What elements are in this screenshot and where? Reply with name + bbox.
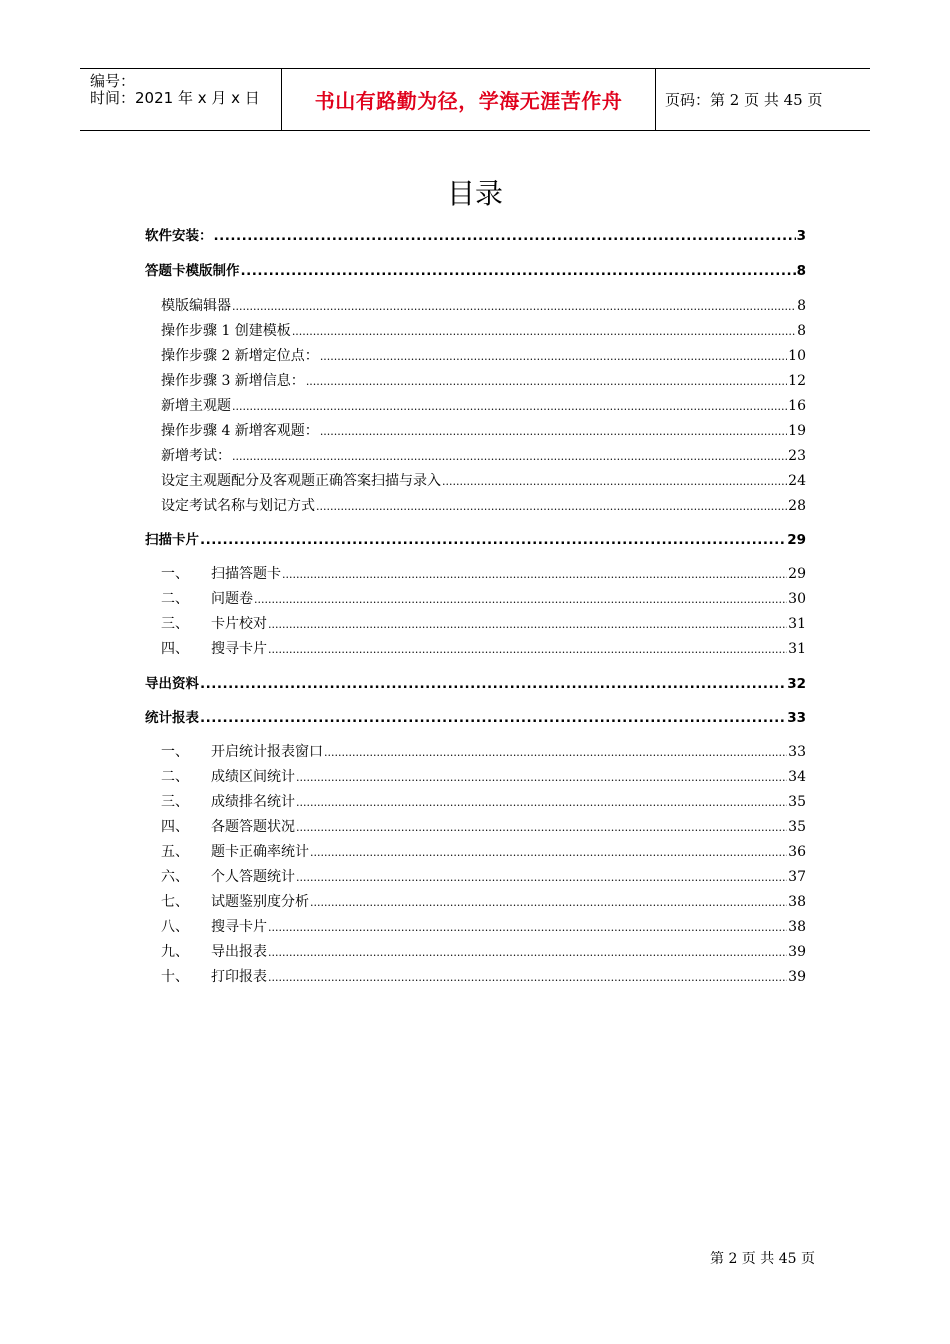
toc-entry-page: 30 — [788, 591, 806, 607]
toc-entry-title: 操作步骤 3 新增信息： — [161, 373, 305, 389]
toc-entry-page: 24 — [788, 473, 806, 489]
toc-leader-dots — [214, 226, 796, 246]
toc-entry[interactable] — [161, 346, 806, 366]
toc-entry-page: 33 — [788, 744, 806, 760]
toc-entry-page: 36 — [788, 844, 806, 860]
toc-entry-page: 38 — [788, 919, 806, 935]
toc-entry-title: 统计报表 — [145, 710, 199, 726]
toc-entry-page: 8 — [797, 298, 806, 314]
toc-entry-number: 一、 — [161, 744, 189, 760]
toc-leader-dots — [268, 917, 787, 938]
toc-entry[interactable] — [161, 296, 806, 316]
toc-entry-page: 39 — [788, 944, 806, 960]
toc-entry-page: 10 — [788, 348, 806, 364]
toc-entry[interactable] — [161, 639, 806, 659]
toc-entry-page: 28 — [788, 498, 806, 514]
toc-entry-number: 八、 — [161, 919, 189, 935]
toc-entry-title: 设定考试名称与划记方式 — [161, 498, 315, 514]
toc-entry-title: 个人答题统计 — [211, 869, 295, 885]
toc-entry-page: 8 — [797, 323, 806, 339]
toc-leader-dots — [282, 564, 787, 585]
toc-entry-page: 29 — [788, 566, 806, 582]
toc-leader-dots — [296, 767, 787, 788]
toc-entry-number: 三、 — [161, 794, 189, 810]
toc-entry-page: 38 — [788, 894, 806, 910]
toc-entry-number: 三、 — [161, 616, 189, 632]
toc-entry-page: 35 — [788, 794, 806, 810]
toc-entry[interactable] — [161, 614, 806, 634]
toc-entry-number: 七、 — [161, 894, 189, 910]
toc-entry-title: 扫描卡片 — [145, 532, 199, 548]
toc-leader-dots — [442, 471, 787, 492]
toc-leader-dots — [320, 346, 787, 367]
toc-entry-title: 搜寻卡片 — [211, 641, 267, 657]
toc-entry-title: 搜寻卡片 — [211, 919, 267, 935]
toc-entry[interactable] — [161, 792, 806, 812]
toc-entry-title: 问题卷 — [211, 591, 253, 607]
toc-entry[interactable] — [145, 261, 806, 281]
toc-entry-title: 开启统计报表窗口 — [211, 744, 323, 760]
toc-entry[interactable] — [161, 589, 806, 609]
toc-leader-dots — [324, 742, 787, 763]
toc-leader-dots — [200, 530, 786, 550]
toc-entry-number: 二、 — [161, 769, 189, 785]
toc-entry-number: 四、 — [161, 641, 189, 657]
header-motto: 书山有路勤为径，学海无涯苦作舟 — [281, 69, 656, 130]
header-page-info: 页码：第 2 页 共 45 页 — [665, 91, 823, 109]
toc-leader-dots — [254, 589, 787, 610]
toc-entry[interactable] — [161, 471, 806, 491]
toc-entry-page: 23 — [788, 448, 806, 464]
toc-entry[interactable] — [145, 226, 806, 246]
toc-leader-dots — [310, 892, 787, 913]
toc-entry-title: 题卡正确率统计 — [211, 844, 309, 860]
toc-leader-dots — [200, 708, 786, 728]
toc-entry[interactable] — [161, 892, 806, 912]
toc-entry[interactable] — [161, 321, 806, 341]
toc-entry-page: 8 — [796, 263, 806, 279]
toc-entry-page: 16 — [788, 398, 806, 414]
toc-entry-title: 卡片校对 — [211, 616, 267, 632]
toc-entry[interactable] — [161, 817, 806, 837]
toc-leader-dots — [268, 967, 787, 988]
toc-entry-title: 操作步骤 1 创建模板 — [161, 323, 291, 339]
toc-entry[interactable] — [161, 967, 806, 987]
toc-entry[interactable] — [161, 446, 806, 466]
toc-leader-dots — [232, 296, 796, 317]
toc-leader-dots — [232, 446, 787, 467]
toc-entry-number: 二、 — [161, 591, 189, 607]
toc-entry[interactable] — [145, 708, 806, 728]
toc-leader-dots — [241, 261, 796, 281]
toc-entry-title: 成绩排名统计 — [211, 794, 295, 810]
toc-entry[interactable] — [161, 942, 806, 962]
toc-entry[interactable] — [161, 396, 806, 416]
toc-leader-dots — [268, 614, 787, 635]
header-meta — [80, 69, 281, 130]
toc-entry[interactable] — [161, 917, 806, 937]
toc-entry-page: 32 — [787, 676, 806, 692]
toc-entry-page: 3 — [796, 228, 806, 244]
toc-leader-dots — [268, 639, 787, 660]
toc-entry-title: 导出报表 — [211, 944, 267, 960]
toc-entry-title: 扫描答题卡 — [211, 566, 281, 582]
toc-entry[interactable] — [161, 371, 806, 391]
toc-entry-number: 九、 — [161, 944, 189, 960]
toc-entry[interactable] — [161, 496, 806, 516]
toc-entry[interactable] — [161, 564, 806, 584]
toc-entry-page: 12 — [788, 373, 806, 389]
page-header — [80, 68, 870, 131]
toc-entry-number: 十、 — [161, 969, 189, 985]
header-time-label: 时间：2021 年 x 月 x 日 — [90, 89, 260, 107]
toc-entry-title: 操作步骤 4 新增客观题： — [161, 423, 319, 439]
toc-entry-number: 六、 — [161, 869, 189, 885]
toc-leader-dots — [296, 867, 787, 888]
toc-entry-title: 打印报表 — [211, 969, 267, 985]
toc-leader-dots — [268, 942, 787, 963]
toc-entry-title: 新增主观题 — [161, 398, 231, 414]
toc-leader-dots — [296, 817, 787, 838]
toc-leader-dots — [320, 421, 787, 442]
toc-entry-title: 试题鉴别度分析 — [211, 894, 309, 910]
toc-entry-title: 设定主观题配分及客观题正确答案扫描与录入 — [161, 473, 441, 489]
toc-leader-dots — [296, 792, 787, 813]
toc-leader-dots — [232, 396, 787, 417]
toc-entry-page: 39 — [788, 969, 806, 985]
toc-entry-title: 导出资料 — [145, 676, 199, 692]
toc-entry-number: 一、 — [161, 566, 189, 582]
toc-entry-title: 模版编辑器 — [161, 298, 231, 314]
toc-entry[interactable] — [145, 530, 806, 550]
toc-entry[interactable] — [161, 867, 806, 887]
toc-entry[interactable] — [161, 742, 806, 762]
toc-entry-title: 新增考试： — [161, 448, 231, 464]
toc-entry-title: 软件安装： — [145, 228, 213, 244]
toc-entry-page: 31 — [788, 616, 806, 632]
toc-entry-page: 37 — [788, 869, 806, 885]
toc-entry[interactable] — [161, 767, 806, 787]
toc-entry-number: 五、 — [161, 844, 189, 860]
toc-entry-page: 34 — [788, 769, 806, 785]
toc-entry[interactable] — [161, 421, 806, 441]
toc-entry-page: 33 — [787, 710, 806, 726]
page-title: 目录 — [446, 177, 503, 210]
toc-entry-title: 操作步骤 2 新增定位点： — [161, 348, 319, 364]
toc-leader-dots — [200, 674, 786, 694]
toc-entry[interactable] — [161, 842, 806, 862]
toc-leader-dots — [310, 842, 787, 863]
toc-leader-dots — [292, 321, 796, 342]
toc-leader-dots — [316, 496, 787, 517]
toc-entry-title: 各题答题状况 — [211, 819, 295, 835]
toc-entry[interactable] — [145, 674, 806, 694]
toc-entry-title: 成绩区间统计 — [211, 769, 295, 785]
toc-entry-page: 19 — [788, 423, 806, 439]
footer-page-info: 第 2 页 共 45 页 — [710, 1251, 815, 1267]
toc-entry-page: 35 — [788, 819, 806, 835]
toc-leader-dots — [306, 371, 787, 392]
toc-entry-title: 答题卡模版制作 — [145, 263, 240, 279]
toc-entry-number: 四、 — [161, 819, 189, 835]
header-number-label: 编号： — [90, 72, 136, 90]
toc-entry-page: 29 — [787, 532, 806, 548]
toc-entry-page: 31 — [788, 641, 806, 657]
